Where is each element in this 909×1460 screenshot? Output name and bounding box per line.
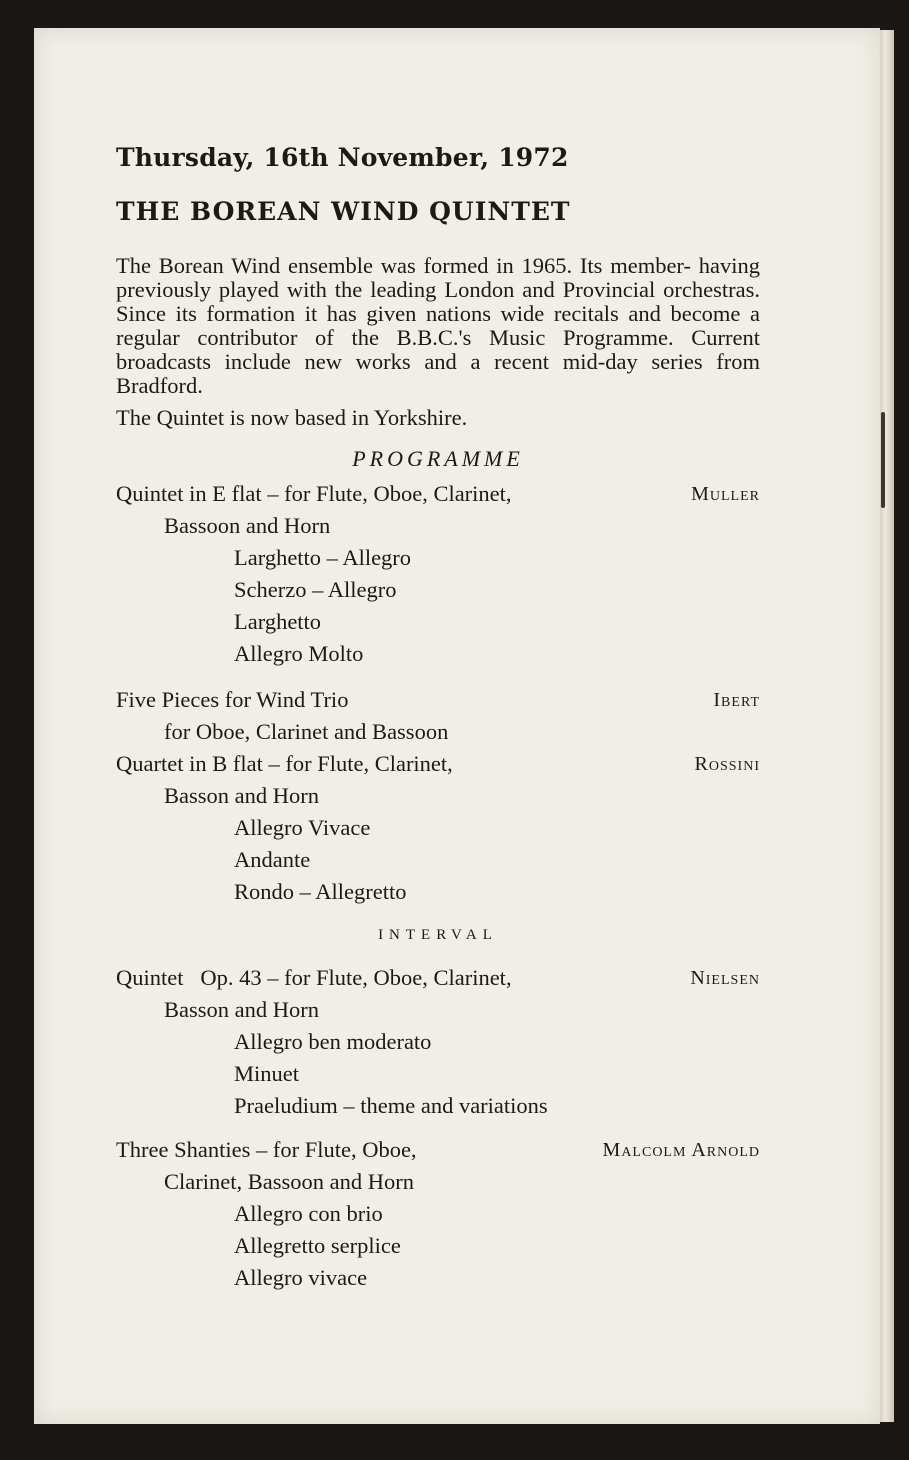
movement: Rondo – Allegretto [234,879,407,904]
movement: Allegretto serplice [234,1233,401,1258]
movement: Allegro con brio [234,1201,383,1226]
composer-name: Nielsen [690,967,760,989]
work-title-line: Basson and Horn [164,783,319,808]
programme-work [116,962,760,1122]
composer-name: Ibert [713,689,760,711]
work-title-line: Three Shanties – for Flute, Oboe, [116,1137,417,1162]
work-title-line: Clarinet, Bassoon and Horn [164,1169,414,1194]
composer-name: Muller [691,483,760,505]
movement-list [116,542,760,670]
programme-heading: PROGRAMME [352,446,524,471]
concert-date: Thursday, 16th November, 1972 [116,143,569,172]
movement: Allegro Molto [234,641,364,666]
movement: Minuet [234,1061,299,1086]
movement: Andante [234,847,311,872]
work-title [116,748,760,812]
movement-list [116,812,760,908]
work-title-line: Basson and Horn [164,997,319,1022]
work-title-line: Bassoon and Horn [164,513,331,538]
intro-paragraph: The Borean Wind ensemble was formed in 1965. Its member- having previously played with the leading London and Provincial orchestras. Since its formation it has given nations wide recitals and become a regular contributor of the B.B.C.'s Music Programme. Current broadcasts include new works and a recent mid-day series from Bradford. [116,253,760,398]
movement: Larghetto – Allegro [234,545,412,570]
ensemble-title: THE BOREAN WIND QUINTET [116,197,571,226]
composer-name: Rossini [694,753,760,775]
work-title [116,478,760,542]
page-edge [880,30,894,1422]
intro-paragraph-2: The Quintet is now based in Yorkshire. [116,405,468,430]
movement: Larghetto [234,609,322,634]
work-title-line: Quartet in B flat – for Flute, Clarinet, [116,751,453,776]
page-content [116,140,760,1294]
composer-name: Malcolm Arnold [602,1139,760,1161]
movement: Allegro vivace [234,1265,368,1290]
movement: Allegro ben moderato [234,1029,432,1054]
programme-work [116,684,760,748]
binding-stitch [881,412,885,508]
work-title-line: Five Pieces for Wind Trio [116,687,349,712]
interval-heading: INTERVAL [378,927,498,943]
work-title-line: for Oboe, Clarinet and Bassoon [164,719,449,744]
movement: Allegro Vivace [234,815,371,840]
work-title-line: Quintet in E flat – for Flute, Oboe, Clarinet, [116,481,512,506]
programme-work [116,1134,760,1294]
programme-work [116,478,760,670]
work-title [116,684,760,748]
movement-list [116,1026,760,1122]
movement: Praeludium – theme and variations [234,1093,548,1118]
movement-list [116,1198,760,1294]
movement: Scherzo – Allegro [234,577,397,602]
work-title-line: Quintet Op. 43 – for Flute, Oboe, Clarinet, [116,965,512,990]
programme-work [116,748,760,908]
work-title [116,962,760,1026]
